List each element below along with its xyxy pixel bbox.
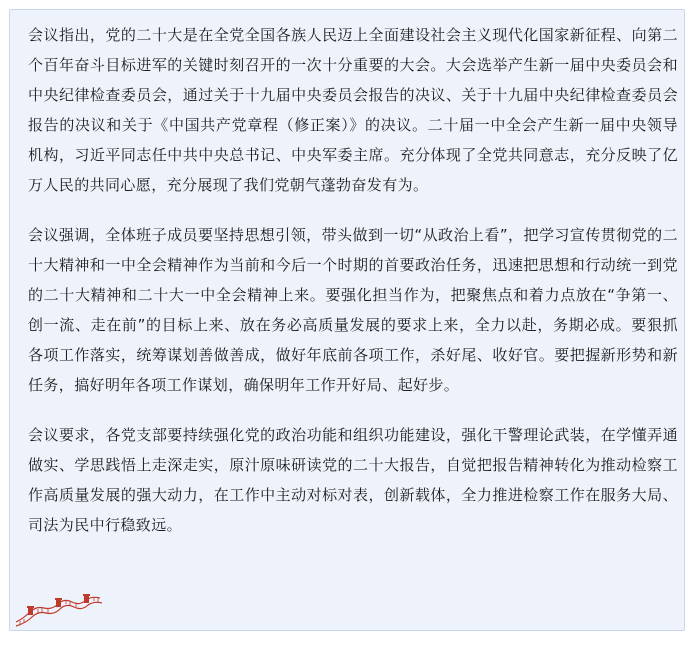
article-body <box>28 20 678 560</box>
great-wall-icon <box>14 592 104 628</box>
paragraph-1: 会议指出，党的二十大是在全党全国各族人民迈上全面建设社会主义现代化国家新征程、向第二个百年奋斗目标进军的关键时刻召开的一次十分重要的大会。大会选举产生新一届中央委员会和中央纪律检查委员会，通过关于十九届中央委员会报告的决议、关于十九届中央纪律检查委员会报告的决议和关于《中国共产党章程（修正案）》的决议。二十届一中全会产生新一届中央领导机构，习近平同志任中共中央总书记、中央军委主席。充分体现了全党共同意志，充分反映了亿万人民的共同心愿，充分展现了我们党朝气蓬勃奋发有为。 <box>28 26 678 194</box>
paragraph-3: 会议要求，各党支部要持续强化党的政治功能和组织功能建设，强化干警理论武装，在学懂弄通做实、学思践悟上走深走实，原汁原味研读党的二十大报告，自觉把报告精神转化为推动检察工作高质量发展的强大动力，在工作中主动对标对表，创新载体，全力推进检察工作在服务大局、司法为民中行稳致远。 <box>28 426 678 534</box>
paragraph-2: 会议强调，全体班子成员要坚持思想引领，带头做到一切“从政治上看”，把学习宣传贯彻党的二十大精神和一中全会精神作为当前和今后一个时期的首要政治任务，迅速把思想和行动统一到党的二十大精神和二十大一中全会精神上来。要强化担当作为，把聚焦点和着力点放在“争第一、创一流、走在前”的目标上来、放在务必高质量发展的要求上来，全力以赴，务期必成。要狠抓各项工作落实，统筹谋划善做善成，做好年底前各项工作，杀好尾、收好官。要把握新形势和新任务，搞好明年各项工作谋划，确保明年工作开好局、起好步。 <box>28 226 678 394</box>
article-card <box>9 9 685 631</box>
